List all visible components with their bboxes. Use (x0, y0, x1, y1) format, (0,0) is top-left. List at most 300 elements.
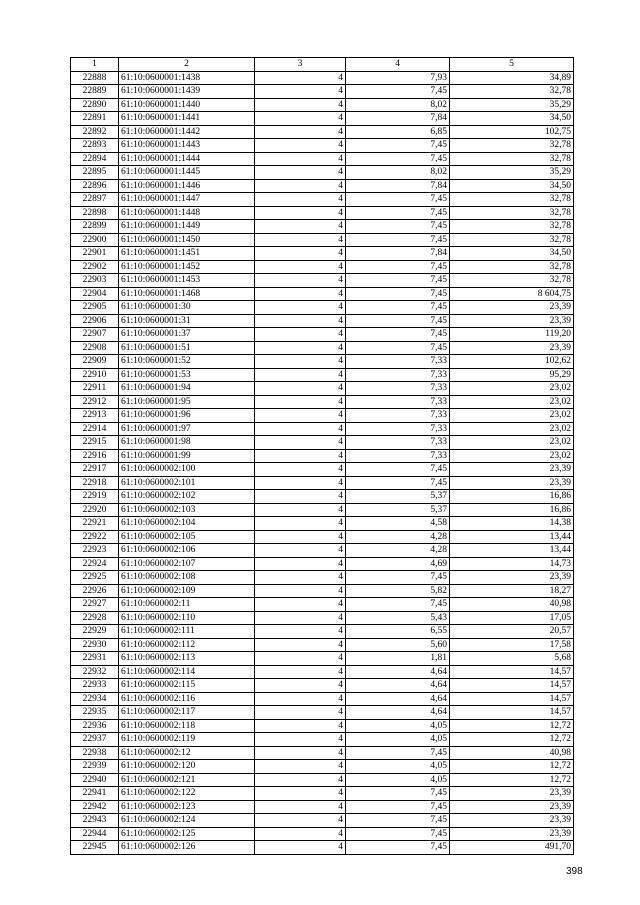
cadastral-value-cell: 23,02 (450, 382, 574, 396)
cadastral-value-cell: 32,78 (450, 85, 574, 99)
cadastral-value-cell: 14,57 (450, 692, 574, 706)
specific-value-cell: 7,84 (346, 112, 450, 126)
cadastral-number-cell: 61:10:0600001:1441 (119, 112, 255, 126)
table-row (71, 544, 574, 558)
specific-value-cell: 7,93 (346, 71, 450, 85)
group-code-cell: 4 (255, 314, 346, 328)
table-row (71, 692, 574, 706)
group-code-cell: 4 (255, 341, 346, 355)
cadastral-value-cell: 32,78 (450, 193, 574, 207)
group-code-cell: 4 (255, 139, 346, 153)
table-row (71, 139, 574, 153)
table-row (71, 746, 574, 760)
cadastral-number-cell: 61:10:0600001:1447 (119, 193, 255, 207)
row-number-cell: 22929 (71, 625, 119, 639)
specific-value-cell: 8,02 (346, 98, 450, 112)
row-number-cell: 22914 (71, 422, 119, 436)
cadastral-number-cell: 61:10:0600002:113 (119, 652, 255, 666)
row-number-cell: 22894 (71, 152, 119, 166)
cadastral-number-cell: 61:10:0600001:1449 (119, 220, 255, 234)
specific-value-cell: 7,45 (346, 463, 450, 477)
cadastral-number-cell: 61:10:0600002:116 (119, 692, 255, 706)
specific-value-cell: 7,45 (346, 746, 450, 760)
specific-value-cell: 7,45 (346, 841, 450, 855)
row-number-cell: 22921 (71, 517, 119, 531)
table-row (71, 665, 574, 679)
cadastral-value-cell: 23,02 (450, 436, 574, 450)
row-number-cell: 22913 (71, 409, 119, 423)
group-code-cell: 4 (255, 287, 346, 301)
row-number-cell: 22915 (71, 436, 119, 450)
cadastral-number-cell: 61:10:0600002:115 (119, 679, 255, 693)
cadastral-number-cell: 61:10:0600001:53 (119, 368, 255, 382)
group-code-cell: 4 (255, 625, 346, 639)
specific-value-cell: 8,02 (346, 166, 450, 180)
cadastral-value-cell: 23,02 (450, 395, 574, 409)
cadastral-number-cell: 61:10:0600001:99 (119, 449, 255, 463)
cadastral-value-cell: 14,38 (450, 517, 574, 531)
cadastral-value-cell: 34,50 (450, 112, 574, 126)
cadastral-value-cell: 102,75 (450, 125, 574, 139)
table-row (71, 314, 574, 328)
cadastral-number-cell: 61:10:0600001:51 (119, 341, 255, 355)
specific-value-cell: 1,81 (346, 652, 450, 666)
row-number-cell: 22900 (71, 233, 119, 247)
header-col-3: 3 (255, 58, 346, 72)
cadastral-value-cell: 35,29 (450, 166, 574, 180)
cadastral-value-cell: 34,89 (450, 71, 574, 85)
specific-value-cell: 7,33 (346, 382, 450, 396)
specific-value-cell: 4,64 (346, 706, 450, 720)
row-number-cell: 22916 (71, 449, 119, 463)
group-code-cell: 4 (255, 193, 346, 207)
specific-value-cell: 5,37 (346, 490, 450, 504)
specific-value-cell: 7,45 (346, 220, 450, 234)
table-row (71, 125, 574, 139)
cadastral-number-cell: 61:10:0600001:98 (119, 436, 255, 450)
group-code-cell: 4 (255, 773, 346, 787)
cadastral-value-cell: 23,39 (450, 341, 574, 355)
header-row (71, 58, 574, 72)
table-row (71, 112, 574, 126)
table-row (71, 557, 574, 571)
group-code-cell: 4 (255, 692, 346, 706)
table-row (71, 166, 574, 180)
cadastral-number-cell: 61:10:0600002:102 (119, 490, 255, 504)
cadastral-number-cell: 61:10:0600001:37 (119, 328, 255, 342)
cadastral-number-cell: 61:10:0600002:100 (119, 463, 255, 477)
cadastral-value-cell: 16,86 (450, 503, 574, 517)
cadastral-value-cell: 34,50 (450, 179, 574, 193)
group-code-cell: 4 (255, 800, 346, 814)
cadastral-value-cell: 32,78 (450, 260, 574, 274)
group-code-cell: 4 (255, 679, 346, 693)
cadastral-number-cell: 61:10:0600002:109 (119, 584, 255, 598)
cadastral-number-cell: 61:10:0600002:118 (119, 719, 255, 733)
specific-value-cell: 7,45 (346, 827, 450, 841)
cadastral-number-cell: 61:10:0600001:94 (119, 382, 255, 396)
specific-value-cell: 4,64 (346, 665, 450, 679)
table-row (71, 85, 574, 99)
group-code-cell: 4 (255, 71, 346, 85)
row-number-cell: 22910 (71, 368, 119, 382)
specific-value-cell: 7,33 (346, 409, 450, 423)
table-row (71, 436, 574, 450)
cadastral-number-cell: 61:10:0600002:108 (119, 571, 255, 585)
row-number-cell: 22945 (71, 841, 119, 855)
group-code-cell: 4 (255, 814, 346, 828)
cadastral-value-cell: 102,62 (450, 355, 574, 369)
cadastral-number-cell: 61:10:0600002:11 (119, 598, 255, 612)
cadastral-value-cell: 23,02 (450, 422, 574, 436)
table-row (71, 328, 574, 342)
cadastral-value-cell: 32,78 (450, 139, 574, 153)
cadastral-value-cell: 95,29 (450, 368, 574, 382)
cadastral-value-cell: 16,86 (450, 490, 574, 504)
specific-value-cell: 7,45 (346, 152, 450, 166)
cadastral-number-cell: 61:10:0600002:12 (119, 746, 255, 760)
specific-value-cell: 7,84 (346, 247, 450, 261)
table-row (71, 625, 574, 639)
table-row (71, 706, 574, 720)
cadastral-value-cell: 491,70 (450, 841, 574, 855)
table-row (71, 179, 574, 193)
specific-value-cell: 7,45 (346, 301, 450, 315)
specific-value-cell: 4,64 (346, 679, 450, 693)
group-code-cell: 4 (255, 787, 346, 801)
group-code-cell: 4 (255, 733, 346, 747)
group-code-cell: 4 (255, 449, 346, 463)
table-row (71, 463, 574, 477)
group-code-cell: 4 (255, 665, 346, 679)
cadastral-value-cell: 5,68 (450, 652, 574, 666)
cadastral-value-cell: 23,02 (450, 409, 574, 423)
specific-value-cell: 7,45 (346, 341, 450, 355)
row-number-cell: 22943 (71, 814, 119, 828)
specific-value-cell: 4,58 (346, 517, 450, 531)
row-number-cell: 22934 (71, 692, 119, 706)
cadastral-value-cell: 13,44 (450, 544, 574, 558)
group-code-cell: 4 (255, 112, 346, 126)
table-row (71, 503, 574, 517)
specific-value-cell: 7,45 (346, 85, 450, 99)
specific-value-cell: 5,43 (346, 611, 450, 625)
row-number-cell: 22893 (71, 139, 119, 153)
group-code-cell: 4 (255, 422, 346, 436)
cadastral-value-cell: 14,57 (450, 706, 574, 720)
cadastral-number-cell: 61:10:0600001:1448 (119, 206, 255, 220)
specific-value-cell: 7,33 (346, 449, 450, 463)
row-number-cell: 22919 (71, 490, 119, 504)
row-number-cell: 22935 (71, 706, 119, 720)
row-number-cell: 22931 (71, 652, 119, 666)
cadastral-number-cell: 61:10:0600002:104 (119, 517, 255, 531)
cadastral-value-cell: 14,57 (450, 679, 574, 693)
table-row (71, 800, 574, 814)
specific-value-cell: 7,45 (346, 193, 450, 207)
table-row (71, 233, 574, 247)
cadastral-value-cell: 12,72 (450, 733, 574, 747)
row-number-cell: 22912 (71, 395, 119, 409)
table-row (71, 719, 574, 733)
row-number-cell: 22890 (71, 98, 119, 112)
cadastral-value-cell: 12,72 (450, 719, 574, 733)
cadastral-number-cell: 61:10:0600001:1451 (119, 247, 255, 261)
cadastral-number-cell: 61:10:0600002:107 (119, 557, 255, 571)
group-code-cell: 4 (255, 233, 346, 247)
cadastral-number-cell: 61:10:0600002:126 (119, 841, 255, 855)
group-code-cell: 4 (255, 274, 346, 288)
table-row (71, 733, 574, 747)
specific-value-cell: 6,55 (346, 625, 450, 639)
table-row (71, 598, 574, 612)
group-code-cell: 4 (255, 368, 346, 382)
table-row (71, 368, 574, 382)
cadastral-value-cell: 12,72 (450, 760, 574, 774)
row-number-cell: 22897 (71, 193, 119, 207)
cadastral-number-cell: 61:10:0600001:1439 (119, 85, 255, 99)
specific-value-cell: 7,45 (346, 206, 450, 220)
row-number-cell: 22933 (71, 679, 119, 693)
table-row (71, 584, 574, 598)
specific-value-cell: 7,45 (346, 287, 450, 301)
row-number-cell: 22901 (71, 247, 119, 261)
table-row (71, 827, 574, 841)
group-code-cell: 4 (255, 638, 346, 652)
group-code-cell: 4 (255, 395, 346, 409)
row-number-cell: 22927 (71, 598, 119, 612)
row-number-cell: 22941 (71, 787, 119, 801)
cadastral-value-cell: 34,50 (450, 247, 574, 261)
cadastral-value-cell: 17,05 (450, 611, 574, 625)
table-row (71, 679, 574, 693)
cadastral-number-cell: 61:10:0600001:1446 (119, 179, 255, 193)
cadastral-number-cell: 61:10:0600002:105 (119, 530, 255, 544)
row-number-cell: 22906 (71, 314, 119, 328)
table-row (71, 530, 574, 544)
group-code-cell: 4 (255, 355, 346, 369)
cadastral-value-table (70, 57, 574, 855)
specific-value-cell: 7,45 (346, 328, 450, 342)
group-code-cell: 4 (255, 557, 346, 571)
cadastral-value-cell: 23,39 (450, 827, 574, 841)
row-number-cell: 22903 (71, 274, 119, 288)
cadastral-value-cell: 23,02 (450, 449, 574, 463)
specific-value-cell: 4,28 (346, 530, 450, 544)
table-row (71, 409, 574, 423)
cadastral-value-cell: 119,20 (450, 328, 574, 342)
table-row (71, 395, 574, 409)
row-number-cell: 22920 (71, 503, 119, 517)
group-code-cell: 4 (255, 827, 346, 841)
specific-value-cell: 7,33 (346, 368, 450, 382)
specific-value-cell: 4,05 (346, 760, 450, 774)
row-number-cell: 22904 (71, 287, 119, 301)
cadastral-number-cell: 61:10:0600001:1452 (119, 260, 255, 274)
group-code-cell: 4 (255, 571, 346, 585)
cadastral-value-cell: 40,98 (450, 746, 574, 760)
group-code-cell: 4 (255, 841, 346, 855)
header-col-2: 2 (119, 58, 255, 72)
cadastral-number-cell: 61:10:0600001:1444 (119, 152, 255, 166)
cadastral-number-cell: 61:10:0600002:121 (119, 773, 255, 787)
specific-value-cell: 7,45 (346, 314, 450, 328)
table-row (71, 301, 574, 315)
specific-value-cell: 4,69 (346, 557, 450, 571)
cadastral-value-cell: 23,39 (450, 314, 574, 328)
cadastral-number-cell: 61:10:0600002:101 (119, 476, 255, 490)
cadastral-value-cell: 8 604,75 (450, 287, 574, 301)
group-code-cell: 4 (255, 746, 346, 760)
row-number-cell: 22918 (71, 476, 119, 490)
row-number-cell: 22888 (71, 71, 119, 85)
table-row (71, 611, 574, 625)
header-col-1: 1 (71, 58, 119, 72)
cadastral-number-cell: 61:10:0600001:30 (119, 301, 255, 315)
group-code-cell: 4 (255, 166, 346, 180)
table-row (71, 490, 574, 504)
row-number-cell: 22889 (71, 85, 119, 99)
specific-value-cell: 7,33 (346, 395, 450, 409)
specific-value-cell: 5,37 (346, 503, 450, 517)
group-code-cell: 4 (255, 476, 346, 490)
group-code-cell: 4 (255, 247, 346, 261)
table-row (71, 814, 574, 828)
row-number-cell: 22891 (71, 112, 119, 126)
specific-value-cell: 7,84 (346, 179, 450, 193)
cadastral-value-cell: 13,44 (450, 530, 574, 544)
cadastral-number-cell: 61:10:0600001:97 (119, 422, 255, 436)
group-code-cell: 4 (255, 503, 346, 517)
cadastral-value-cell: 23,39 (450, 476, 574, 490)
group-code-cell: 4 (255, 598, 346, 612)
table-row (71, 71, 574, 85)
specific-value-cell: 4,05 (346, 773, 450, 787)
cadastral-number-cell: 61:10:0600001:1438 (119, 71, 255, 85)
group-code-cell: 4 (255, 260, 346, 274)
cadastral-number-cell: 61:10:0600002:103 (119, 503, 255, 517)
table-body (71, 71, 574, 854)
table-row (71, 449, 574, 463)
table-row (71, 152, 574, 166)
table-row (71, 247, 574, 261)
group-code-cell: 4 (255, 382, 346, 396)
table-row (71, 193, 574, 207)
specific-value-cell: 7,45 (346, 787, 450, 801)
row-number-cell: 22896 (71, 179, 119, 193)
row-number-cell: 22909 (71, 355, 119, 369)
cadastral-number-cell: 61:10:0600002:123 (119, 800, 255, 814)
specific-value-cell: 5,60 (346, 638, 450, 652)
group-code-cell: 4 (255, 206, 346, 220)
specific-value-cell: 4,05 (346, 719, 450, 733)
group-code-cell: 4 (255, 152, 346, 166)
row-number-cell: 22939 (71, 760, 119, 774)
cadastral-value-cell: 32,78 (450, 152, 574, 166)
cadastral-value-cell: 23,39 (450, 463, 574, 477)
row-number-cell: 22923 (71, 544, 119, 558)
cadastral-value-cell: 32,78 (450, 220, 574, 234)
group-code-cell: 4 (255, 611, 346, 625)
cadastral-value-cell: 23,39 (450, 800, 574, 814)
group-code-cell: 4 (255, 98, 346, 112)
row-number-cell: 22944 (71, 827, 119, 841)
specific-value-cell: 7,45 (346, 274, 450, 288)
cadastral-number-cell: 61:10:0600001:1445 (119, 166, 255, 180)
row-number-cell: 22937 (71, 733, 119, 747)
cadastral-number-cell: 61:10:0600001:31 (119, 314, 255, 328)
cadastral-value-cell: 35,29 (450, 98, 574, 112)
page-number: 398 (566, 866, 583, 877)
cadastral-value-cell: 14,57 (450, 665, 574, 679)
cadastral-number-cell: 61:10:0600001:1442 (119, 125, 255, 139)
table-row (71, 517, 574, 531)
table-row (71, 841, 574, 855)
cadastral-number-cell: 61:10:0600002:117 (119, 706, 255, 720)
specific-value-cell: 4,05 (346, 733, 450, 747)
cadastral-value-cell: 14,73 (450, 557, 574, 571)
table-row (71, 206, 574, 220)
header-col-4: 4 (346, 58, 450, 72)
group-code-cell: 4 (255, 301, 346, 315)
group-code-cell: 4 (255, 530, 346, 544)
cadastral-number-cell: 61:10:0600001:1468 (119, 287, 255, 301)
group-code-cell: 4 (255, 517, 346, 531)
cadastral-value-cell: 12,72 (450, 773, 574, 787)
group-code-cell: 4 (255, 544, 346, 558)
specific-value-cell: 7,45 (346, 598, 450, 612)
cadastral-number-cell: 61:10:0600002:124 (119, 814, 255, 828)
cadastral-number-cell: 61:10:0600001:1440 (119, 98, 255, 112)
cadastral-value-cell: 23,39 (450, 814, 574, 828)
group-code-cell: 4 (255, 436, 346, 450)
row-number-cell: 22895 (71, 166, 119, 180)
cadastral-number-cell: 61:10:0600002:119 (119, 733, 255, 747)
cadastral-number-cell: 61:10:0600002:110 (119, 611, 255, 625)
row-number-cell: 22908 (71, 341, 119, 355)
specific-value-cell: 7,45 (346, 476, 450, 490)
row-number-cell: 22892 (71, 125, 119, 139)
specific-value-cell: 7,33 (346, 436, 450, 450)
cadastral-number-cell: 61:10:0600002:111 (119, 625, 255, 639)
specific-value-cell: 4,64 (346, 692, 450, 706)
row-number-cell: 22932 (71, 665, 119, 679)
header-col-5: 5 (450, 58, 574, 72)
group-code-cell: 4 (255, 409, 346, 423)
group-code-cell: 4 (255, 179, 346, 193)
specific-value-cell: 7,45 (346, 233, 450, 247)
row-number-cell: 22940 (71, 773, 119, 787)
cadastral-value-cell: 32,78 (450, 206, 574, 220)
cadastral-number-cell: 61:10:0600002:122 (119, 787, 255, 801)
specific-value-cell: 4,28 (346, 544, 450, 558)
cadastral-value-cell: 17,58 (450, 638, 574, 652)
row-number-cell: 22905 (71, 301, 119, 315)
cadastral-number-cell: 61:10:0600002:106 (119, 544, 255, 558)
specific-value-cell: 6,85 (346, 125, 450, 139)
row-number-cell: 22911 (71, 382, 119, 396)
row-number-cell: 22926 (71, 584, 119, 598)
table-row (71, 220, 574, 234)
specific-value-cell: 7,45 (346, 260, 450, 274)
cadastral-value-cell: 40,98 (450, 598, 574, 612)
specific-value-cell: 7,45 (346, 814, 450, 828)
row-number-cell: 22907 (71, 328, 119, 342)
group-code-cell: 4 (255, 652, 346, 666)
cadastral-number-cell: 61:10:0600002:114 (119, 665, 255, 679)
group-code-cell: 4 (255, 719, 346, 733)
cadastral-value-cell: 23,39 (450, 301, 574, 315)
